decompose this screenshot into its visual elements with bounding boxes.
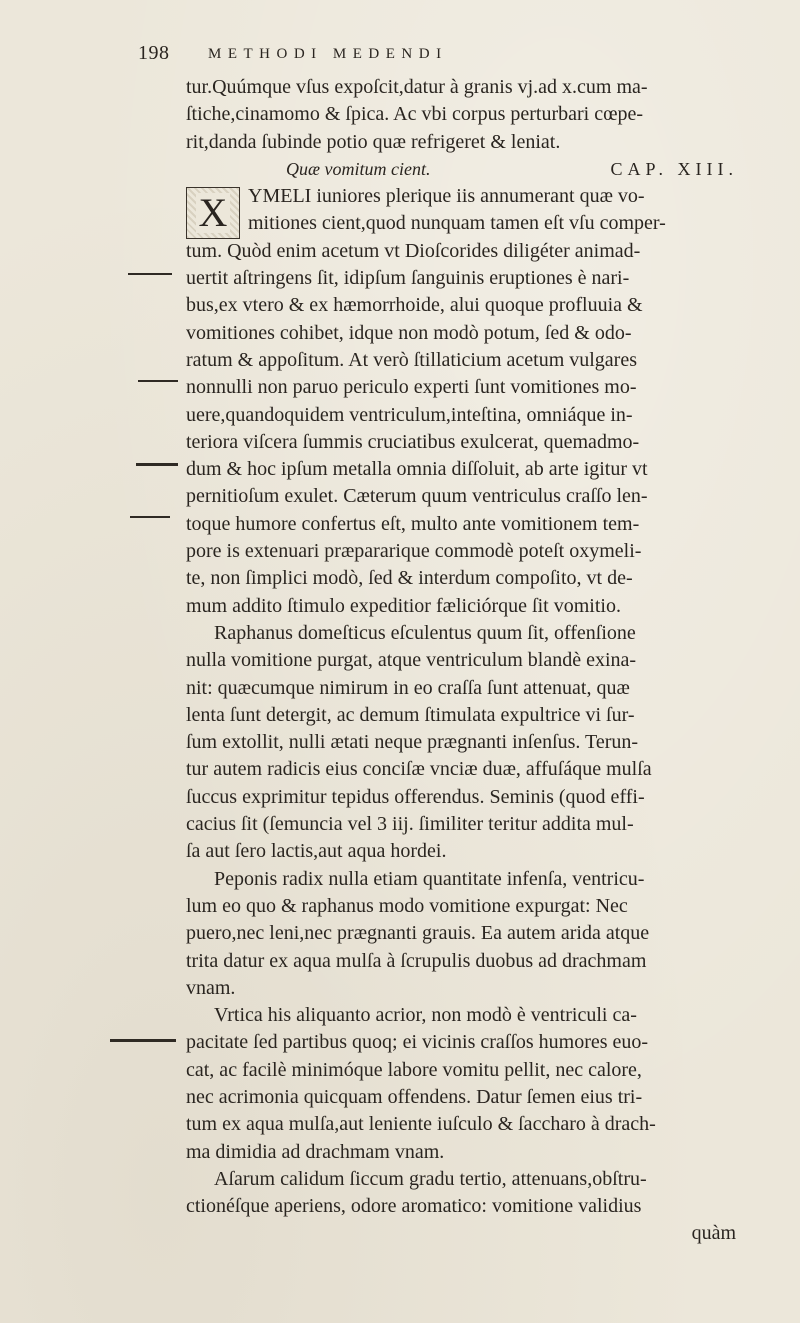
page-number: 198 — [138, 42, 170, 64]
text-line: toque humore confertus eſt, multo ante vomitionem tem- — [186, 512, 640, 535]
text-line: tum. Quòd enim acetum vt Dioſcorides diligéter animad- — [186, 239, 641, 262]
text-line: vomitiones cohibet, idque non modò potum, ſed & odo- — [186, 321, 632, 344]
paragraph-start-line: Vrtica his aliquanto acrior, non modò è ventriculi ca- — [214, 1004, 637, 1027]
text-line: cacius ſit (ſemuncia vel 3 iij. ſimiliter teritur addita mul- — [186, 813, 634, 836]
text-line: ma dimidia ad drachmam vnam. — [186, 1140, 445, 1163]
text-line: bus,ex vtero & ex hæmorrhoide, alui quoque profluuia & — [186, 294, 643, 317]
decorated-initial — [186, 187, 240, 239]
text-line: nulla vomitione purgat, atque ventriculum blandè exina- — [186, 649, 637, 672]
text-line: ſtiche,cinamomo & ſpica. Ac vbi corpus perturbari cœpe- — [186, 103, 644, 126]
text-line: pacitate ſed partibus quoq; ei vicinis craſſos humores euo- — [186, 1031, 649, 1054]
text-line: te, non ſimplici modò, ſed & interdum compoſito, vt de- — [186, 567, 633, 590]
margin-dash-mark — [130, 516, 170, 518]
text-line: YMELI iuniores plerique iis annumerant quæ vo- — [248, 185, 645, 208]
text-line: uere,quandoquidem ventriculum,inteſtina, omniáque in- — [186, 403, 633, 426]
text-line: mum addito ſtimulo expeditior fæliciórque ſit vomitio. — [186, 594, 621, 617]
text-line: rit,danda ſubinde potio quæ refrigeret & leniat. — [186, 130, 561, 153]
text-line: mitiones cient,quod nunquam tamen eſt vſu comper- — [248, 212, 666, 235]
chapter-heading — [186, 156, 786, 183]
catchword: quàm — [691, 1222, 736, 1245]
decorated-initial-letter: X — [196, 193, 231, 233]
margin-dash-mark — [136, 463, 178, 466]
text-line: tum ex aqua mulſa,aut leniente iuſculo & ſaccharo à drach- — [186, 1113, 656, 1136]
text-line: ctionéſque aperiens, odore aromatico: vomitione validius — [186, 1195, 642, 1218]
margin-dash-mark — [128, 273, 172, 275]
text-line: pore is extenuari præpararique commodè poteſt oxymeli- — [186, 540, 642, 563]
text-line: lum eo quo & raphanus modo vomitione expurgat: Nec — [186, 894, 628, 917]
text-line: ſa aut ſero lactis,aut aqua hordei. — [186, 840, 447, 863]
text-line: pernitioſum exulet. Cæterum quum ventriculus craſſo len- — [186, 485, 648, 508]
main-text — [186, 74, 786, 1248]
text-line: uertit aſtringens ſit, idipſum ſanguinis eruptiones è nari- — [186, 267, 630, 290]
chapter-rubric: Quæ vomitum cient. — [286, 158, 431, 179]
text-line: tur autem radicis eius conciſæ vnciæ duæ, affuſáque mulſa — [186, 758, 652, 781]
text-line: vnam. — [186, 976, 236, 999]
paragraph-start-line: Peponis radix nulla etiam quantitate infenſa, ventricu- — [214, 867, 645, 890]
text-line: puero,nec leni,nec prægnanti grauis. Ea autem arida atque — [186, 922, 650, 945]
text-line: ratum & appoſitum. At verò ſtillaticium acetum vulgares — [186, 348, 638, 371]
chapter-number: CAP. XIII. — [610, 158, 738, 179]
text-line: nec acrimonia quicquam offendens. Datur ſemen eius tri- — [186, 1085, 643, 1108]
dropcap-paragraph-start — [186, 183, 786, 238]
text-line: cat, ac facilè minimóque labore vomitu pellit, nec calore, — [186, 1058, 642, 1081]
text-line: tur.Quúmque vſus expoſcit,datur à granis vj.ad x.cum ma- — [186, 76, 648, 98]
text-line: lenta ſunt detergit, ac demum ſtimulata expultrice vi ſur- — [186, 703, 635, 726]
text-line: trita datur ex aqua mulſa à ſcrupulis duobus ad drachmam — [186, 949, 647, 972]
paragraph-start-line: Aſarum calidum ſiccum gradu tertio, attenuans,obſtru- — [214, 1167, 647, 1190]
text-line: ſum extollit, nulli ætati neque prægnanti inſenſus. Terun- — [186, 731, 639, 754]
text-line: nit: quæcumque nimirum in eo craſſa ſunt attenuat, quæ — [186, 676, 630, 699]
margin-dash-mark — [110, 1039, 176, 1042]
paragraph-start-line: Raphanus domeſticus eſculentus quum ſit, offenſione — [214, 621, 636, 644]
text-line: dum & hoc ipſum metalla omnia diſſoluit, ab arte igitur vt — [186, 458, 648, 481]
running-head — [138, 42, 758, 72]
margin-dash-mark — [138, 380, 178, 382]
running-head-title: METHODI MEDENDI — [208, 46, 448, 62]
text-line: teriora viſcera ſummis cruciatibus exulcerat, quemadmo- — [186, 430, 640, 453]
text-line: nonnulli non paruo periculo experti ſunt vomitiones mo- — [186, 376, 637, 399]
text-line: ſuccus exprimitur tepidus offerendus. Seminis (quod effi- — [186, 785, 645, 808]
